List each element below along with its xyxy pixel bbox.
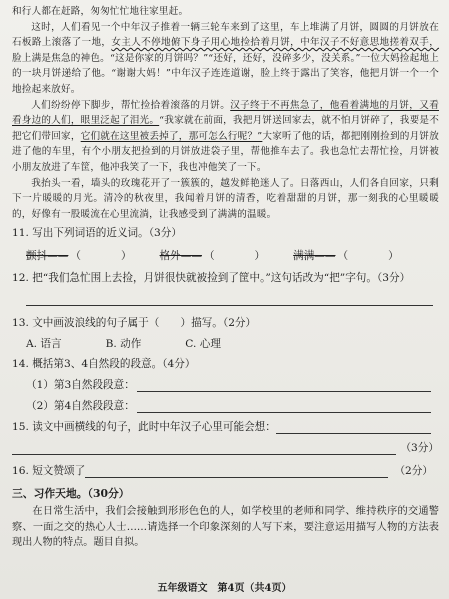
- question-12: 12. 把“我们急忙围上去捡，月饼很快就被捡到了筐中。”这句话改为“把”字句。（3分）: [12, 272, 411, 285]
- option-b[interactable]: B. 动作: [105, 338, 142, 351]
- question-15-row: [12, 419, 439, 434]
- option-a[interactable]: A. 语言: [26, 338, 62, 351]
- question-14: 14. 概括第3、4自然段的段意。（4分）: [12, 358, 196, 371]
- q14-label-1: （1）第3自然段段意：: [26, 379, 135, 392]
- answer-blank[interactable]: （ ）: [203, 250, 266, 263]
- option-c[interactable]: C. 心理: [185, 338, 221, 351]
- passage-p3-text: 人们纷纷停下脚步，帮忙捡拾着滚落的月饼。: [31, 99, 231, 111]
- passage-p2-rest: 脸上满是焦急的神色。“这是你家的月饼吗？”“还好，还好，没碎多少，没关系。”一位大妈捡起地上的一块月饼递给了他。“谢谢大妈！”中年汉子连连道谢，脸上终于露出了笑容，他把月饼一个一个地捡起来放好。: [12, 52, 439, 95]
- passage-paragraph-3: [12, 98, 439, 176]
- answer-blank[interactable]: （ ）: [70, 250, 132, 263]
- question-13: 13. 文中画波浪线的句子属于（ ）描写。（2分）: [12, 317, 257, 330]
- q15-score: （3分）: [400, 442, 439, 455]
- synonym-word-2: 格外——: [159, 250, 202, 263]
- synonym-row: [26, 248, 439, 263]
- answer-line-15-b[interactable]: [12, 442, 396, 455]
- question-16-row: [12, 463, 439, 478]
- synonym-item-3: [293, 248, 399, 263]
- synonym-item-1: [26, 248, 132, 263]
- answer-line-12[interactable]: [26, 291, 433, 306]
- synonym-item-2: [160, 248, 266, 263]
- question-15: 15. 读文中画横线的句子，此时中年汉子心里可能会想：: [12, 421, 276, 434]
- wavy-underlined-sentence: 女主人不停地俯下身子用心地捡拾着月饼，中年汉子不好意思地搓着双手，: [111, 37, 440, 49]
- q16-score: （2分）: [394, 465, 433, 478]
- synonym-word-3: 满满——: [293, 250, 336, 263]
- question-16: 16. 短文赞颂了: [12, 465, 86, 478]
- question-11: 11. 写出下列词语的近义词。（3分）: [12, 227, 182, 240]
- q14-label-2: （2）第4自然段段意：: [26, 400, 135, 413]
- answer-line-15-a[interactable]: [276, 421, 431, 434]
- options-13: [26, 336, 439, 351]
- section-3-title: 三、习作天地。（30分）: [12, 487, 130, 501]
- answer-line-14-1[interactable]: [137, 379, 431, 392]
- question-15-line-2: [12, 440, 439, 455]
- passage-p2-text: 这时，人们看见一个中年汉子推着一辆三轮车来到了这里，车上堆满了月饼，圆圆的月饼放在石板路上滚落了一地，: [12, 21, 439, 49]
- underlined-sentence-2: 它们就在这里被丢掉了，那可怎么行呢？”: [80, 130, 263, 142]
- answer-blank[interactable]: （ ）: [337, 250, 399, 263]
- writing-prompt: 在日常生活中，我们会接触到形形色色的人，如学校里的老师和同学、维持秩序的交通警察、一面之交的热心人士……请选择一个印象深刻的人写下来，要注意运用描写人物的方法表现出人物的特点。题目自拟。: [12, 506, 439, 549]
- passage-p3-middle: “我家就在前面，我把月饼送回家去，就不怕月饼碎了，我要是不把它们带回家，: [12, 115, 439, 142]
- underlined-sentence-1: 汉子终于不再焦急了，他看着满地的月饼，又看看身边的人们，眼里泛起了泪光。: [12, 99, 440, 127]
- reading-passage: [12, 4, 439, 222]
- answer-line-14-2[interactable]: [137, 400, 431, 413]
- passage-paragraph-2: [12, 20, 439, 98]
- page-footer: 五年级语文 第4页（共4页）: [157, 583, 292, 594]
- q14-item-2: [26, 398, 439, 413]
- passage-p3-rest: 大家听了他的话，都把刚刚捡到的月饼放进了他的车里，有个小朋友把捡到的月饼放进袋子里，帮他推车去了。我也急忙去帮忙捡，月饼被小朋友放进了车筐，他冲我笑了一下，我也冲他笑了一下。: [12, 130, 439, 173]
- q14-item-1: [26, 377, 439, 392]
- passage-paragraph-1: 和行人都在赶路，匆匆忙忙地往家里赶。: [12, 6, 189, 17]
- answer-line-16[interactable]: [85, 465, 388, 478]
- synonym-word-1: 颤抖——: [26, 250, 69, 263]
- passage-paragraph-4: 我抬头一看，墙头的玫瑰花开了一簇簇的，越发鲜艳迷人了。日落西山，人们各自回家，只剩下一片暖暖的月光。清冷的秋夜里，我闻着月饼的清香，吃着甜甜的月饼，那一刻我的心里暖暖的，好像有一股暖流在心里流淌，让我感受到了满满的温暖。: [12, 177, 439, 220]
